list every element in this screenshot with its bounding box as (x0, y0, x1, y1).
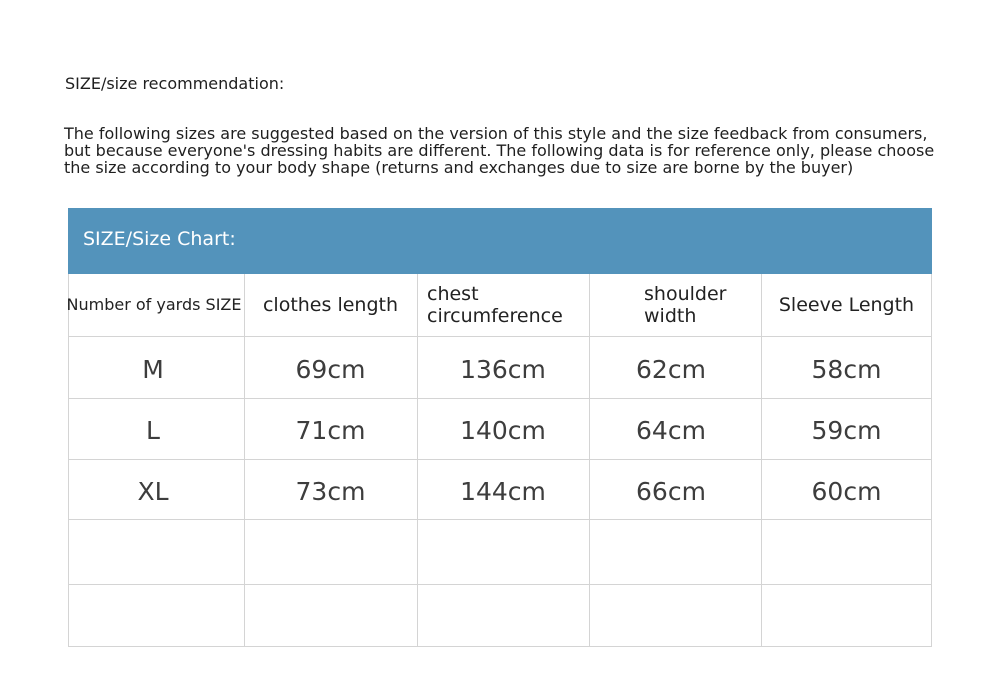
cell-clothes-length (244, 523, 417, 584)
column-header-clothes-length: clothes length (262, 294, 399, 316)
cell-clothes-length: 69cm (295, 354, 366, 384)
cell-shoulder-width (585, 588, 757, 647)
grid-line-horizontal (68, 519, 932, 520)
cell-sleeve-length: 59cm (811, 416, 882, 445)
cell-chest-circumference (417, 588, 589, 647)
grid-line-horizontal (68, 584, 932, 585)
column-header-chest-circumference: chest circumference (427, 283, 563, 327)
cell-shoulder-width: 64cm (636, 416, 706, 445)
cell-size: XL (137, 476, 169, 506)
cell-size (68, 588, 238, 647)
cell-clothes-length: 71cm (295, 416, 366, 445)
size-chart-title: SIZE/Size Chart: (83, 228, 236, 250)
column-header-shoulder-width: shoulder width (644, 283, 727, 327)
cell-chest-circumference (417, 523, 589, 584)
intro-line: The following sizes are suggested based on the version of this style and the size feedback from consumers, (64, 124, 928, 143)
cell-sleeve-length (761, 588, 932, 647)
column-header-size: Number of yards SIZE (66, 295, 242, 314)
cell-sleeve-length (761, 523, 932, 584)
cell-chest-circumference: 140cm (460, 416, 546, 445)
grid-line-horizontal (68, 398, 932, 399)
cell-shoulder-width (585, 523, 757, 584)
intro-line: the size according to your body shape (returns and exchanges due to size are borne by the buyer) (64, 158, 854, 177)
size-recommendation-heading: SIZE/size recommendation: (65, 74, 285, 93)
column-header-sleeve-length: Sleeve Length (778, 294, 915, 316)
size-chart-banner (68, 208, 932, 274)
cell-chest-circumference: 144cm (460, 476, 546, 506)
cell-size (68, 523, 238, 584)
cell-size: L (146, 416, 160, 445)
cell-clothes-length: 73cm (295, 476, 366, 506)
cell-shoulder-width: 66cm (636, 476, 706, 506)
grid-line-horizontal (68, 336, 932, 337)
cell-clothes-length (244, 588, 417, 647)
cell-sleeve-length: 60cm (811, 476, 882, 506)
cell-shoulder-width: 62cm (636, 354, 706, 384)
cell-chest-circumference: 136cm (460, 354, 546, 384)
cell-size: M (142, 354, 164, 384)
intro-line: but because everyone's dressing habits are different. The following data is for reference only, please choose (64, 141, 935, 160)
grid-line-horizontal (68, 459, 932, 460)
size-chart-table (68, 208, 932, 647)
cell-sleeve-length: 58cm (811, 354, 882, 384)
size-recommendation-intro (64, 125, 944, 176)
